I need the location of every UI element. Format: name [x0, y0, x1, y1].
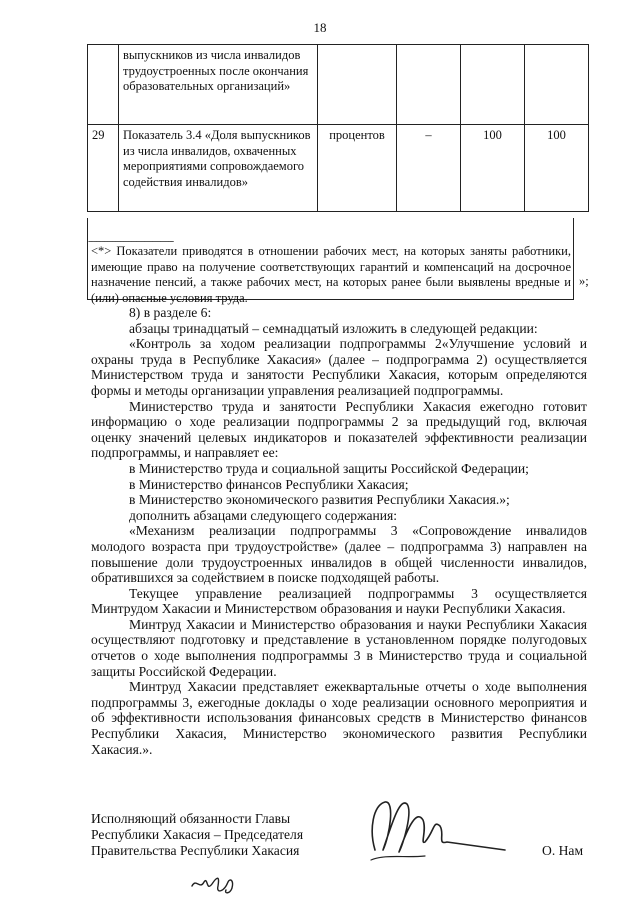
value-cell: 100: [525, 125, 589, 212]
value-cell: [525, 45, 589, 125]
value-cell: [397, 45, 461, 125]
unit-cell: [318, 45, 397, 125]
indicator-name: выпускников из числа инвалидов трудоустроенных после окончания образовательных организаций»: [119, 45, 318, 125]
value-cell: [461, 45, 525, 125]
paragraph: Минтруд Хакасии представляет ежеквартальные отчеты о ходе выполнения подпрограммы 3, ежегодные доклады о ходе реализации основного мероприятия и об эффективности использования финансовых средств в Министерство финансов Республики Хакасия, Министерство экономического развития Республики Хакасия.».: [91, 679, 587, 757]
page-number: 18: [313, 20, 327, 35]
paragraph: Министерство труда и занятости Республики Хакасия ежегодно готовит информацию о ходе реализации подпрограммы 2 за предыдущий год, включая оценку значений целевых индикаторов и показателей эффективности реализации подпрограммы, и направляет ее:: [91, 398, 587, 461]
signatory-name: О. Нам: [542, 843, 584, 858]
signatory-title-line: Республики Хакасия – Председателя: [91, 826, 304, 842]
signatory-title-line: Правительства Республики Хакасия: [91, 842, 300, 858]
paragraph: «Механизм реализации подпрограммы 3 «Сопровождение инвалидов молодого возраста при трудоустройстве» (далее – подпрограмма 3) направлен на повышение доли трудоустроенных инвалидов в общей численности инвалидов, обратившихся за содействием в поиске подходящей работы.: [91, 523, 587, 586]
handwritten-signature: [365, 790, 515, 865]
indicators-table: [87, 44, 589, 212]
paragraph: в Министерство труда и социальной защиты Российской Федерации;: [129, 460, 529, 476]
indicator-name: Показатель 3.4 «Доля выпускников из числа инвалидов, охваченных мероприятиями сопровождаемого содействия инвалидов»: [119, 125, 318, 212]
handwritten-initials: [188, 868, 238, 898]
paragraph: 8) в разделе 6:: [129, 305, 212, 320]
unit-cell: процентов: [318, 125, 397, 212]
footnote-text: <*> Показатели приводятся в отношении рабочих мест, на которых заняты работники, имеющие право на получение соответствующих гарантий и компенсаций на досрочное назначение пенсий, а также рабочих мест, на которых ранее были выявлены вредные и (или) опасные условия труда.: [91, 244, 571, 305]
value-cell: –: [397, 125, 461, 212]
paragraph: дополнить абзацами следующего содержания:: [129, 507, 398, 523]
footnote-separator: --------------------------------: [88, 235, 174, 247]
paragraph: в Министерство финансов Республики Хакасия;: [129, 476, 409, 492]
row-number: [88, 45, 119, 125]
paragraph: «Контроль за ходом реализации подпрограммы 2«Улучшение условий и охраны труда в Республике Хакасия» (далее – подпрограмма 2) осуществляется Министерством труда и занятости Республики Хакасия, которым определяются формы и методы организации управления реализацией подпрограммы.: [91, 336, 587, 398]
paragraph: абзацы тринадцатый – семнадцатый изложить в следующей редакции:: [129, 320, 538, 336]
footnote-closing: »;: [579, 274, 589, 288]
table-row: [88, 45, 589, 125]
paragraph: Минтруд Хакасии и Министерство образования и науки Республики Хакасия осуществляют подготовку и представление в установленном порядке полугодовых отчетов о ходе выполнения подпрограммы 3 в Министерство труда и социальной защиты Российской Федерации.: [91, 616, 587, 679]
document-body: [91, 305, 587, 757]
paragraph: в Министерство экономического развития Республики Хакасия.»;: [129, 492, 510, 508]
table-row: [88, 125, 589, 212]
value-cell: 100: [461, 125, 525, 212]
signatory-title: [91, 811, 303, 858]
row-number: 29: [88, 125, 119, 212]
signatory-title-line: Исполняющий обязанности Главы: [91, 811, 291, 826]
paragraph: Текущее управление реализацией подпрограммы 3 осуществляется Минтрудом Хакасии и Министерством образования и науки Республики Хакасия.: [91, 585, 587, 617]
